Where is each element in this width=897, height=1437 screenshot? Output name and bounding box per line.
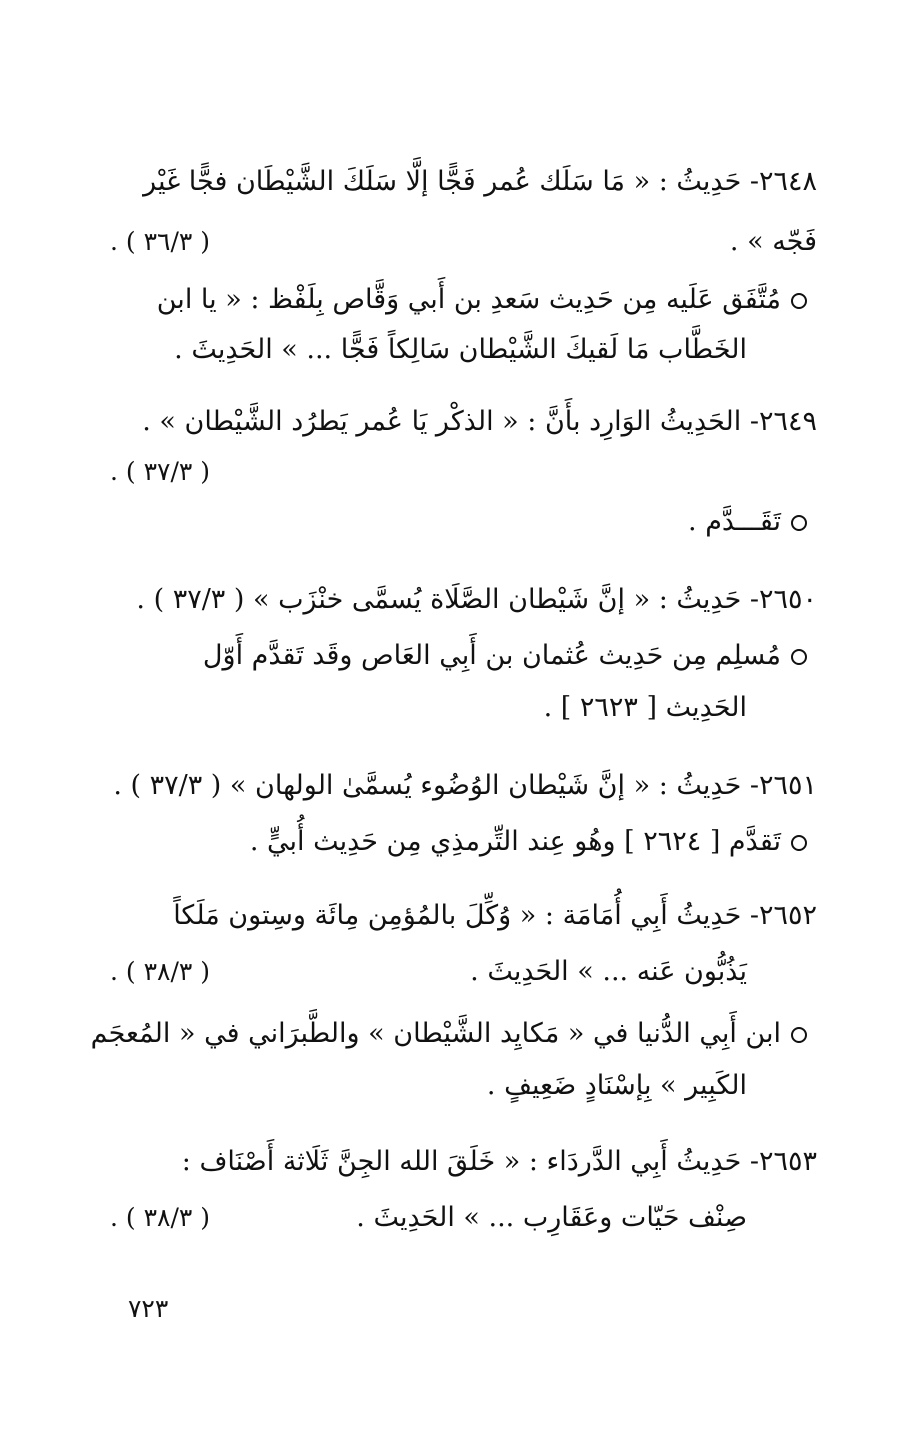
entry-2652-line-1: ٢٦٥٢- حَدِيثُ أَبِي أُمَامَة : « وُكِّلَ بالمُؤمِن مِائَة وسِتون مَلَكاً [173, 900, 817, 931]
entry-2652-reference: ( ٣٨/٣ ) . [110, 957, 211, 986]
entry-2649-line-1: ٢٦٤٩- الحَدِيثُ الوَارِد بأَنَّ : « الذكْر يَا عُمر يَطرُد الشَّيْطان » . [142, 406, 817, 437]
entry-2648-line-2: فَجّه » . [729, 226, 817, 257]
entry-2648-reference: ( ٣٦/٣ ) . [110, 227, 211, 256]
bullet-circle-icon [791, 515, 807, 531]
entry-2649-note-1: تَقَـــدَّم . [110, 502, 807, 542]
bullet-circle-icon [791, 649, 807, 665]
entry-2650-line-1: ٢٦٥٠- حَدِيثُ : « إنَّ شَيْطان الصَّلَاة يُسمَّى خنْزَب » ( ٣٧/٣ ) . [136, 584, 817, 615]
entry-2648-line-1 [110, 162, 817, 202]
entry-2649-reference: ( ٣٧/٣ ) . [110, 457, 211, 486]
page-number: ٧٢٣ [128, 1294, 169, 1323]
entry-2648-note-1: مُتَّفَق عَلَيه مِن حَدِيث سَعدِ بن أَبي وَقَّاص بِلَفْظ : « يا ابن [110, 280, 807, 320]
entry-2653-line-1: ٢٦٥٣- حَدِيثُ أَبِي الدَّردَاء : « خَلَقَ الله الجِنَّ ثَلَاثة أَصْنَاف : [181, 1146, 817, 1177]
entry-2653-reference: ( ٣٨/٣ ) . [110, 1203, 211, 1232]
bullet-circle-icon [791, 293, 807, 309]
entry-2652-note-1: ابن أَبِي الدُّنيا في « مَكايِد الشَّيْطان » والطَّبرَاني في « المُعجَم [110, 1014, 807, 1054]
entry-2652-line-2: يَذُبُّون عَنه ... » الحَدِيثَ . [470, 956, 747, 987]
entry-2651-note-1: تَقدَّم [ ٢٦٢٤ ] وهُو عِند التِّرمذِي مِن حَدِيث أُبيٍّ . [110, 822, 807, 862]
entry-2648-note-2: الخَطَّاب مَا لَقيكَ الشَّيْطان سَالِكاً فَجًّا ... » الحَدِيثَ . [174, 334, 747, 365]
entry-2648-text: ٢٦٤٨- حَدِيثُ : « مَا سَلَك عُمر فَجًّا إلَّا سَلَكَ الشَّيْطَان فجًّا غَيْر [143, 166, 817, 197]
bullet-circle-icon [791, 835, 807, 851]
entry-2652-note-2: الكَبِير » بِإسْنَادٍ ضَعِيفٍ . [486, 1070, 747, 1101]
entry-2650-note-1: مُسلِم مِن حَدِيث عُثمان بن أَبِي العَاص وقَد تَقدَّم أَوّل [110, 636, 807, 676]
entry-2653-line-2: صِنْف حَيّات وعَقَارِب ... » الحَدِيثَ . [356, 1202, 747, 1233]
entry-2650-note-2: الحَدِيث [ ٢٦٢٣ ] . [543, 692, 747, 723]
entry-2651-line-1: ٢٦٥١- حَدِيثُ : « إنَّ شَيْطان الوُضُوء يُسمَّىٰ الولهان » ( ٣٧/٣ ) . [113, 770, 817, 801]
bullet-circle-icon [791, 1027, 807, 1043]
